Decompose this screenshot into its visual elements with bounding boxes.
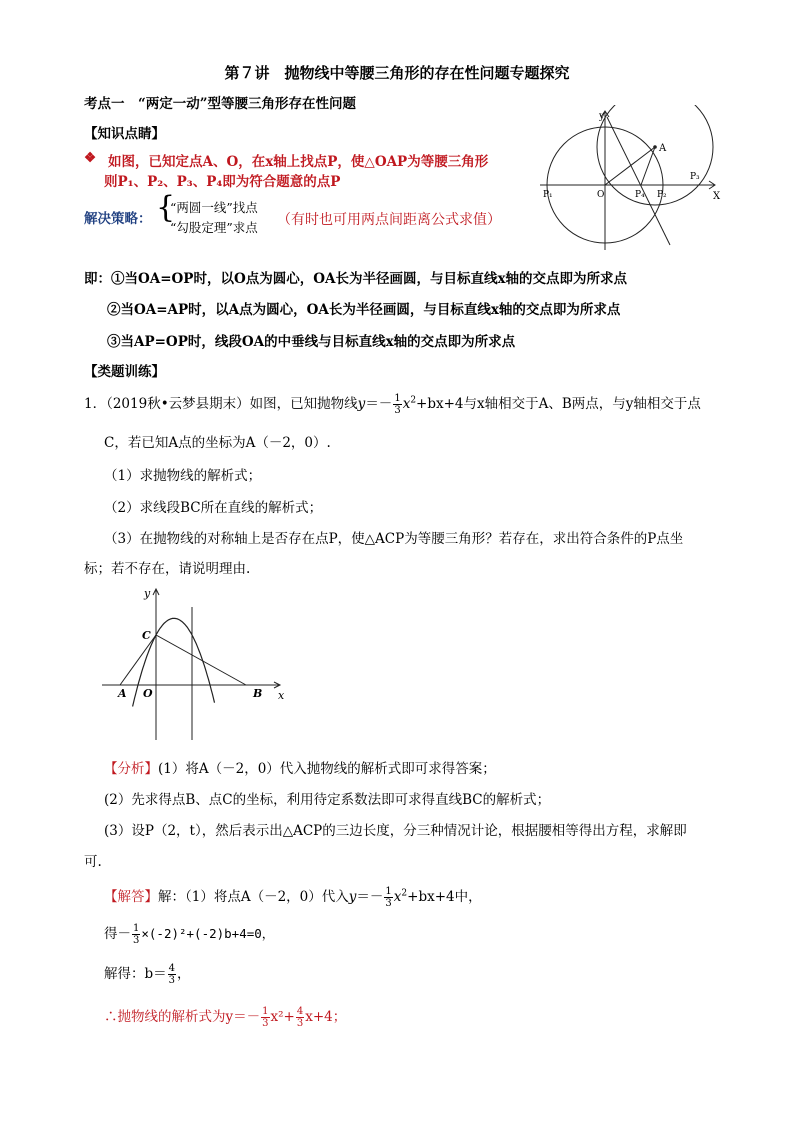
ji-line-1: 即：①当OA=OP时，以O点为圆心，OA长为半径画圆，与目标直线x轴的交点即为所求点 <box>84 271 627 287</box>
problem-source: （2019秋•云梦县期末）如图，已知抛物线 <box>106 396 358 412</box>
answer-line-4: ∴抛物线的解析式为y＝－ $\frac{1}{3}$ x²+ $\frac{4}{3}$ x+4； <box>104 1006 347 1029</box>
question-2: （2）求线段BC所在直线的解析式； <box>104 500 323 516</box>
bullet-icon: ❖ <box>84 150 97 166</box>
strategy-item-2: “勾股定理”求点 <box>170 220 258 235</box>
parabola-figure <box>100 585 295 745</box>
strategy-brace: { <box>156 190 176 225</box>
label-y: y <box>144 587 151 600</box>
analysis-line-3: (3）设P（2，t），然后表示出△ACP的三边长度，分三种情况计论，根据腰相等得出方程，求解即 <box>104 823 687 839</box>
question-3-line-2: 标；若不存在，请说明理由. <box>84 561 251 577</box>
question-3-line-1: （3）在抛物线的对称轴上是否存在点P，使△ACP为等腰三角形？若存在，求出符合条件的P点坐 <box>104 531 684 547</box>
segment-bc <box>156 635 246 685</box>
fraction-one-third: $\frac{1}{3}$ <box>394 393 401 416</box>
label-p1: P₁ <box>543 190 553 200</box>
label-x: x <box>278 689 285 702</box>
segment-ac <box>120 635 156 685</box>
label-y: y <box>599 111 605 122</box>
analysis-line-2: (2）先求得点B、点C的坐标，利用待定系数法即可求得直线BC的解析式； <box>104 792 551 808</box>
label-a: A <box>659 143 667 154</box>
kaodian-heading: 考点一 “两定一动”型等腰三角形存在性问题 <box>84 96 357 112</box>
analysis-line-4: 可. <box>84 854 102 870</box>
answer-line-1: 【解答】解：（1）将点A（－2，0）代入y＝－ $\frac{1}{3}$ $x^2+bx+4$中， <box>104 886 482 909</box>
strategy-label: 解决策略： <box>84 211 152 227</box>
answer-label: 【解答】 <box>104 889 158 905</box>
analysis-label: 【分析】 <box>104 761 158 777</box>
intro-line-2: 则P₁、P₂、P₃、P₄即为符合题意的点P <box>104 174 341 190</box>
perpendicular-bisector <box>607 117 670 245</box>
analysis-line-1: 【分析】(1）将A（－2，0）代入抛物线的解析式即可求得答案； <box>104 761 496 777</box>
label-o: O <box>597 190 605 200</box>
label-x: X <box>713 191 721 202</box>
leiti-header: 【类题训练】 <box>84 364 165 380</box>
problem-line-1: 1．（2019秋•云梦县期末）如图，已知抛物线y＝－ $\frac{1}{3}$ $x^2+bx+4$与x轴相交于A、B两点，与y轴相交于点 <box>84 393 701 416</box>
strategy-note: （有时也可用两点间距离公式求值） <box>277 212 501 228</box>
intro-line-1: 如图，已知定点A、O，在x轴上找点P，使△OAP为等腰三角形 <box>108 154 489 170</box>
problem-line-2: C，若已知A点的坐标为A（－2，0）. <box>104 435 331 451</box>
label-b: B <box>253 687 263 700</box>
ji-line-2: ②当OA=AP时，以A点为圆心，OA长为半径画圆，与目标直线x轴的交点即为所求点 <box>107 302 621 318</box>
ji-line-3: ③当AP=OP时，线段OA的中垂线与目标直线x轴的交点即为所求点 <box>107 334 516 350</box>
label-p3: P₃ <box>690 172 700 182</box>
answer-line-3: 解得：b＝ $\frac{4}{3}$ ， <box>104 963 191 986</box>
strategy-item-1: “两圆一线”找点 <box>170 200 258 215</box>
label-p2: P₂ <box>657 190 667 200</box>
answer-line-2: 得－ $\frac{1}{3}$ ×(-2)²+(-2)b+4=0， <box>104 923 275 946</box>
label-c: C <box>142 629 151 642</box>
label-p4: P₄ <box>635 190 645 200</box>
label-o: O <box>143 687 153 700</box>
circle-construction-figure <box>535 105 725 255</box>
problem-number: 1． <box>84 396 107 412</box>
zhishi-header: 【知识点睛】 <box>84 126 165 142</box>
question-1: （1）求抛物线的解析式； <box>104 468 262 484</box>
label-a: A <box>118 687 127 700</box>
page-title: 第７讲 抛物线中等腰三角形的存在性问题专题探究 <box>224 64 570 82</box>
